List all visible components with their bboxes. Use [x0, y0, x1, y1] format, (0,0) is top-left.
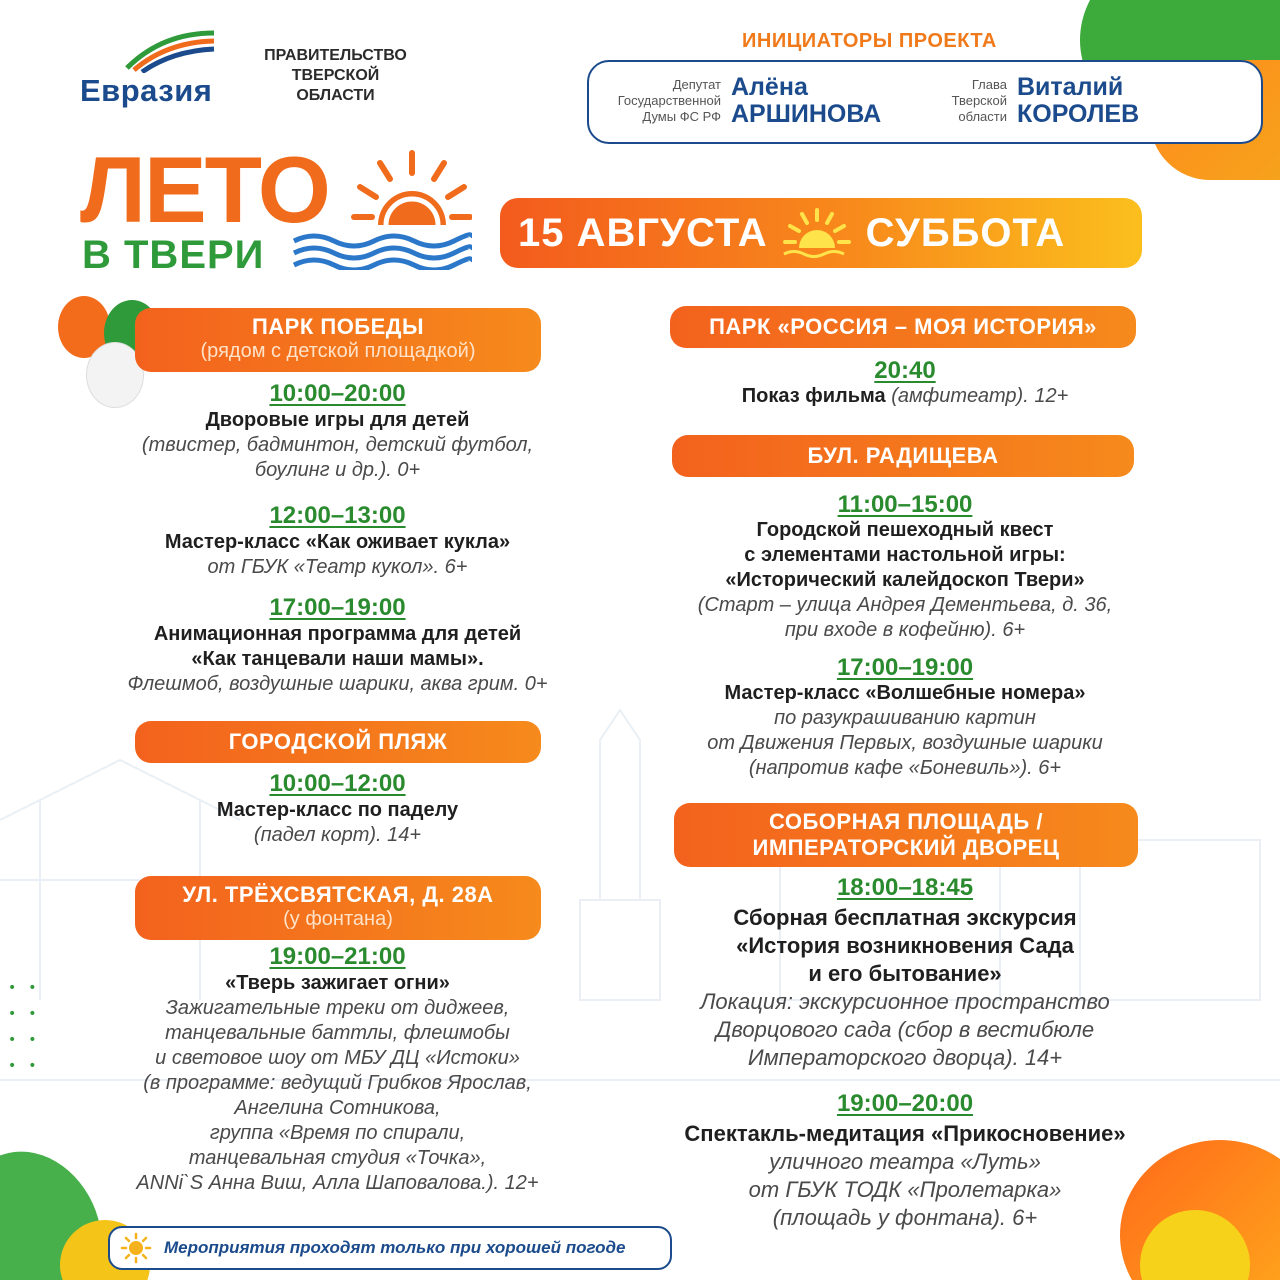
event-detail: (площадь у фонтана). 6+ — [772, 1205, 1038, 1230]
date-banner — [500, 198, 1142, 268]
event-detail: при входе в кофейню). 6+ — [784, 619, 1026, 641]
person-role: Депутат Государственной Думы ФС РФ — [617, 77, 721, 124]
event-time: 11:00–15:00 — [837, 491, 973, 518]
event-time: 12:00–13:00 — [269, 502, 406, 529]
decor-dots: •• •• •• •• — [8, 980, 49, 1074]
event-title: «Тверь зажигает огни» — [225, 972, 450, 994]
event-detail: (Старт – улица Андрея Дементьева, д. 36, — [697, 594, 1113, 616]
event-title: с элементами настольной игры: — [744, 544, 1066, 566]
section-title: СОБОРНАЯ ПЛОЩАДЬ / — [769, 809, 1043, 834]
title-sub: В ТВЕРИ — [82, 233, 265, 277]
event-date: 15 АВГУСТА — [518, 210, 768, 255]
person-last-name: АРШИНОВА — [731, 100, 882, 128]
section-title: ПАРК ПОБЕДЫ — [251, 314, 425, 339]
person-first-name: Виталий — [1017, 73, 1124, 101]
event-title: Мастер-класс «Как оживает кукла» — [164, 531, 511, 553]
event-title: «Исторический калейдоскоп Твери» — [725, 569, 1085, 591]
event-detail: группа «Время по спирали, — [209, 1122, 466, 1144]
event-time: 10:00–12:00 — [269, 770, 406, 797]
event-title: Дворовые игры для детей — [205, 409, 470, 431]
event-title: Анимационная программа для детей — [153, 623, 522, 645]
event-description — [70, 530, 605, 580]
section-radishcheva — [672, 435, 1134, 477]
event-detail: (твистер, бадминтон, детский футбол, — [141, 434, 534, 456]
event-time: 20:40 — [874, 357, 936, 384]
section-subtitle: (рядом с детской площадкой) — [200, 340, 476, 362]
event-detail: Локация: экскурсионное пространство — [700, 989, 1110, 1014]
event-title: Мастер-класс по паделу — [216, 799, 459, 821]
event-title: Показ фильма — [741, 385, 886, 407]
section-subtitle: (у фонтана) — [283, 908, 393, 930]
event-title: Спектакль-медитация «Прикосновение» — [684, 1121, 1126, 1146]
event-detail: ANNi`S Анна Виш, Алла Шаповалова.). 12+ — [136, 1172, 539, 1194]
event-detail: от ГБУК «Театр кукол». 6+ — [207, 556, 468, 578]
event-description — [70, 798, 605, 848]
event-description — [70, 622, 605, 697]
event-detail: Дворцового сада (сбор в вестибюле — [715, 1017, 1095, 1042]
event-detail: Зажигательные треки от диджеев, — [165, 997, 510, 1019]
section-park-russia — [670, 306, 1136, 348]
event-detail: Ангелина Сотникова, — [234, 1097, 441, 1119]
logo-text: Евразия — [80, 73, 213, 108]
sun-waves-icon — [292, 145, 472, 270]
event-title: «История возникновения Сада — [736, 933, 1074, 958]
weather-note — [108, 1226, 672, 1270]
initiator-korolev — [937, 74, 1139, 128]
event-detail: и световое шоу от МБУ ДЦ «Истоки» — [155, 1047, 520, 1069]
event-description — [630, 518, 1180, 643]
event-time: 17:00–19:00 — [836, 654, 974, 681]
event-time: 17:00–19:00 — [269, 594, 406, 621]
weather-note-text: Мероприятия проходят только при хорошей погоде — [164, 1238, 626, 1257]
initiator-arshinova — [611, 74, 881, 128]
event-detail: по разукрашиванию картин — [774, 707, 1036, 729]
swoosh-icon — [122, 28, 217, 73]
event-time: 19:00–20:00 — [836, 1090, 974, 1117]
event-detail: боулинг и др.). 0+ — [254, 459, 421, 481]
event-title: и его бытование» — [808, 961, 1002, 986]
sun-icon — [782, 208, 852, 258]
event-detail: уличного театра «Луть» — [769, 1149, 1041, 1174]
sun-icon — [120, 1232, 152, 1264]
section-trekhsvyatskaya — [135, 876, 541, 940]
event-detail: от Движения Первых, воздушные шарики — [707, 732, 1103, 754]
event-time: 18:00–18:45 — [836, 874, 974, 901]
event-detail: танцевальные баттлы, флешмобы — [165, 1022, 510, 1044]
event-description — [70, 408, 605, 483]
event-description — [620, 1120, 1190, 1232]
event-detail: танцевальная студия «Точка», — [188, 1147, 487, 1169]
event-description — [630, 681, 1180, 781]
section-title: БУЛ. РАДИЩЕВА — [807, 443, 999, 468]
section-title: УЛ. ТРЁХСВЯТСКАЯ, Д. 28А — [182, 882, 494, 907]
event-description — [640, 384, 1170, 409]
event-title: «Как танцевали наши мамы». — [191, 648, 484, 670]
section-title: ГОРОДСКОЙ ПЛЯЖ — [228, 729, 448, 754]
section-city-beach — [135, 721, 541, 763]
event-detail: Императорского дворца). 14+ — [747, 1045, 1063, 1070]
event-day: СУББОТА — [865, 210, 1066, 255]
event-detail: (напротив кафе «Боневиль»). 6+ — [748, 757, 1062, 779]
event-detail: (в программе: ведущий Грибков Ярослав, — [143, 1072, 532, 1094]
event-detail: (падел корт). 14+ — [253, 824, 422, 846]
event-description — [60, 971, 615, 1196]
section-sobornaya — [674, 803, 1138, 867]
initiators-box — [587, 60, 1263, 144]
event-title: Городской пешеходный квест — [756, 519, 1054, 541]
eurasia-logo — [80, 28, 230, 109]
event-title: Мастер-класс «Волшебные номера» — [724, 682, 1086, 704]
event-detail: Флешмоб, воздушные шарики, аква грим. 0+ — [127, 673, 548, 695]
government-label: ПРАВИТЕЛЬСТВО ТВЕРСКОЙ ОБЛАСТИ — [264, 47, 407, 104]
event-title: Сборная бесплатная экскурсия — [733, 905, 1077, 930]
person-role: Глава Тверской области — [951, 77, 1007, 124]
section-park-pobedy — [135, 308, 541, 372]
event-detail: (амфитеатр). 12+ — [885, 385, 1069, 407]
title-main: ЛЕТО — [80, 137, 329, 242]
initiators-title: ИНИЦИАТОРЫ ПРОЕКТА — [742, 30, 997, 52]
person-last-name: КОРОЛЕВ — [1017, 100, 1140, 128]
person-first-name: Алёна — [731, 73, 808, 101]
event-time: 19:00–21:00 — [269, 943, 406, 970]
event-description — [620, 904, 1190, 1072]
section-title: ИМПЕРАТОРСКИЙ ДВОРЕЦ — [752, 835, 1060, 860]
event-detail: от ГБУК ТОДК «Пролетарка» — [748, 1177, 1062, 1202]
event-time: 10:00–20:00 — [269, 380, 406, 407]
section-title: ПАРК «РОССИЯ – МОЯ ИСТОРИЯ» — [709, 314, 1097, 339]
